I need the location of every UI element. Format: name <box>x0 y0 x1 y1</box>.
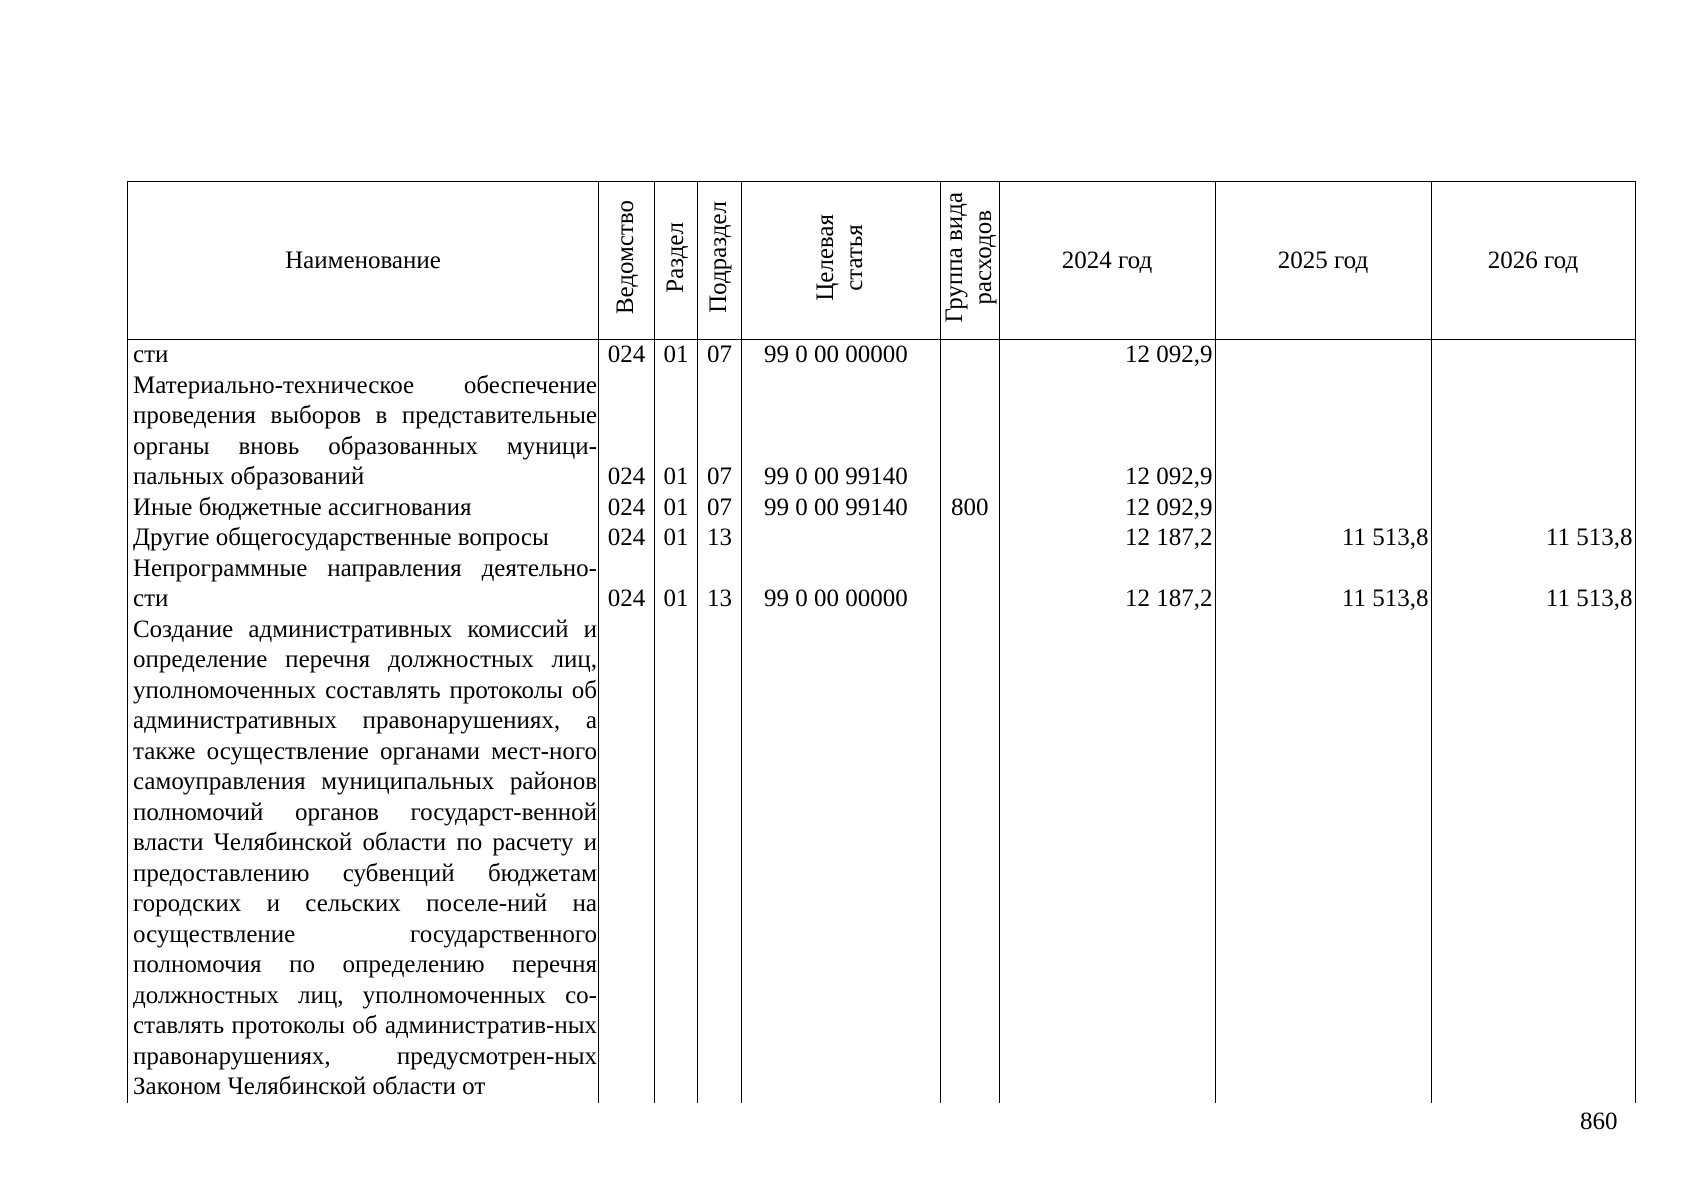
row-razdel: 01 <box>655 523 698 554</box>
row-2025 <box>1215 340 1431 371</box>
row-razdel: 01 <box>655 493 698 524</box>
row-2024: 12 092,9 <box>999 493 1215 524</box>
row-target: 99 0 00 99140 <box>742 371 941 493</box>
table-row <box>128 523 1636 554</box>
header-podrazdel: Подраздел <box>698 182 742 340</box>
table-row <box>128 554 1636 615</box>
table-row <box>128 615 1636 1103</box>
table-row <box>128 340 1636 371</box>
header-2025: 2025 год <box>1215 182 1431 340</box>
row-2026: 11 513,8 <box>1431 523 1635 554</box>
row-ved: 024 <box>599 523 655 554</box>
row-2025 <box>1215 493 1431 524</box>
row-group: 800 <box>941 493 1000 524</box>
row-razdel: 01 <box>655 371 698 493</box>
page-number: 860 <box>1580 1108 1618 1135</box>
row-target <box>742 523 941 554</box>
header-2024: 2024 год <box>999 182 1215 340</box>
row-2025 <box>1215 615 1431 1103</box>
row-2026: 11 513,8 <box>1431 554 1635 615</box>
row-podrazdel: 13 <box>698 554 742 615</box>
row-podrazdel: 07 <box>698 371 742 493</box>
row-group <box>941 371 1000 493</box>
row-name: Непрограммные направления деятельно-сти <box>128 554 599 615</box>
row-razdel: 01 <box>655 554 698 615</box>
row-name: сти <box>128 340 599 371</box>
row-2026 <box>1431 615 1635 1103</box>
row-razdel <box>655 615 698 1103</box>
row-podrazdel <box>698 615 742 1103</box>
row-group <box>941 340 1000 371</box>
row-2024: 12 187,2 <box>999 554 1215 615</box>
row-2025: 11 513,8 <box>1215 554 1431 615</box>
row-ved <box>599 615 655 1103</box>
row-2025: 11 513,8 <box>1215 523 1431 554</box>
row-2026 <box>1431 493 1635 524</box>
row-podrazdel: 07 <box>698 493 742 524</box>
row-target <box>742 615 941 1103</box>
row-target: 99 0 00 00000 <box>742 554 941 615</box>
table-row <box>128 493 1636 524</box>
row-podrazdel: 13 <box>698 523 742 554</box>
row-2024 <box>999 615 1215 1103</box>
row-target: 99 0 00 99140 <box>742 493 941 524</box>
row-group <box>941 523 1000 554</box>
header-2026: 2026 год <box>1431 182 1635 340</box>
row-group <box>941 615 1000 1103</box>
row-ved: 024 <box>599 493 655 524</box>
row-name: Другие общегосударственные вопросы <box>128 523 599 554</box>
header-group: Группа вида расходов <box>941 182 1000 340</box>
row-target: 99 0 00 00000 <box>742 340 941 371</box>
row-name: Создание административных комиссий и определение перечня должностных лиц, уполномоченных составлять протоколы об административных правонарушениях, а также осуществление органами мест-ного самоуправления муниципальных районов полномочий органов государст-венной власти Челябинской области по расчету и предоставлению субвенций бюджетам городских и сельских поселе-ний на осуществление государственного полномочия по определению перечня должностных лиц, уполномоченных со-ставлять протоколы об административ-ных правонарушениях, предусмотрен-ных Законом Челябинской области от <box>128 615 599 1103</box>
row-2026 <box>1431 371 1635 493</box>
row-2026 <box>1431 340 1635 371</box>
header-name: Наименование <box>128 182 599 340</box>
budget-table <box>127 181 1636 1103</box>
row-ved: 024 <box>599 554 655 615</box>
row-2025 <box>1215 371 1431 493</box>
row-razdel: 01 <box>655 340 698 371</box>
table-row <box>128 371 1636 493</box>
row-ved: 024 <box>599 340 655 371</box>
row-podrazdel: 07 <box>698 340 742 371</box>
row-group <box>941 554 1000 615</box>
row-name: Материально-техническое обеспечение проведения выборов в представительные органы вновь образованных муници-пальных образований <box>128 371 599 493</box>
table-header-row <box>128 182 1636 340</box>
row-2024: 12 092,9 <box>999 340 1215 371</box>
row-2024: 12 092,9 <box>999 371 1215 493</box>
row-2024: 12 187,2 <box>999 523 1215 554</box>
header-razdel: Раздел <box>655 182 698 340</box>
header-vedomstvo: Ведомство <box>599 182 655 340</box>
header-target: Целевая статья <box>742 182 941 340</box>
row-ved: 024 <box>599 371 655 493</box>
row-name: Иные бюджетные ассигнования <box>128 493 599 524</box>
